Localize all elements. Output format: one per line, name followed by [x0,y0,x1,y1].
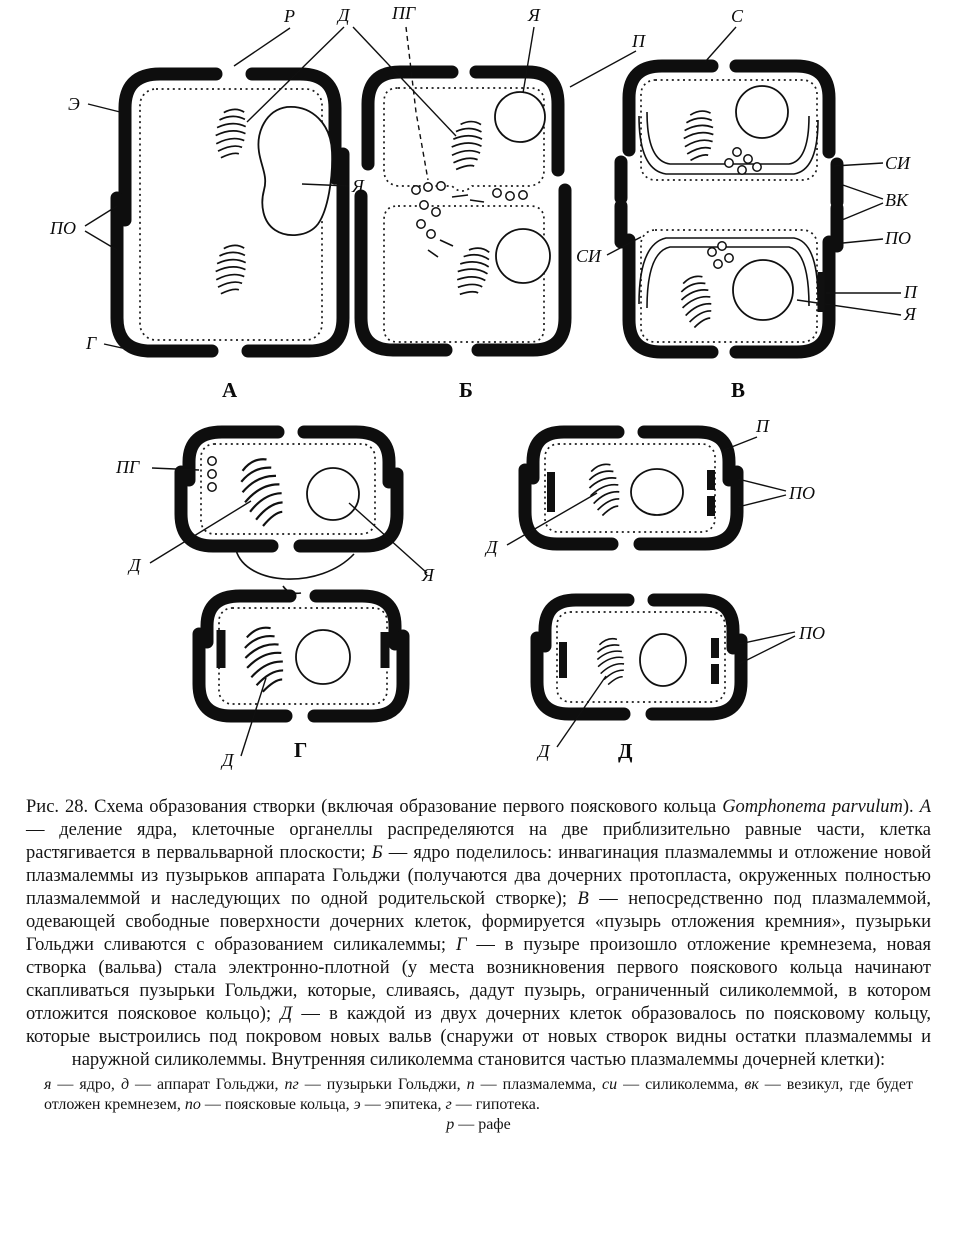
label-nucleus-right: Я [904,304,916,324]
label-nucleus-a: Я [352,176,364,196]
label-girdle-right: ПО [885,228,911,248]
legend-abbr-po: по [184,1096,201,1113]
legend-abbr-e: э [353,1096,361,1113]
legend-abbr-ya: я [44,1076,52,1093]
cell-d-top-golgi [586,463,622,517]
label-silicalemma-mid: СИ [576,246,602,266]
caption-text [26,796,931,1072]
cell-b [361,72,565,350]
caption-legend [44,1075,913,1115]
cell-d-top-nucleus [631,469,683,515]
legend-abbr-vk: вк [744,1076,759,1093]
caption-intro: Схема образования створки (включая образование первого пояскового кольца [94,797,717,817]
caption-panel-ref-v: В [577,889,589,909]
legend-abbr-d: д [120,1076,130,1093]
caption-intro-close: ). [902,797,914,817]
cell-g-top [181,432,397,546]
cell-d-top-plasmalemma [545,444,715,532]
legend-desc-r: — рафе [454,1116,511,1133]
legend-abbr-si: си [601,1076,618,1093]
cell-v-nucleus-bottom [733,260,793,320]
cell-v-theca [621,66,837,352]
legend-desc-si: — силиколемма, [617,1076,745,1093]
cell-d-bottom-nucleus [640,634,686,686]
legend-abbr-pg: пг [284,1076,299,1093]
legend-abbr-g: г [445,1096,452,1113]
caption-panel-ref-b: Б [371,843,383,863]
cell-g-bottom [199,596,403,716]
cell-a-nucleus [258,107,332,235]
panel-letter-g: Г [294,738,308,762]
cell-b-golgi-top [447,118,486,173]
cell-g-bottom-nucleus [296,630,350,684]
legend-desc-ya: — ядро, [51,1076,121,1093]
legend-desc-d: — аппарат Гольджи, [129,1076,285,1093]
cell-g-top-nucleus [307,468,359,520]
panel-letter-v: В [731,378,746,402]
legend-abbr-p: п [466,1076,475,1093]
legend-desc-e: — эпитека, [360,1096,446,1113]
caption-panel-ref-d: Д [280,1004,293,1024]
panel-letter-a: А [222,378,238,402]
label-nucleus-g: Я [422,565,434,585]
cell-d-top [525,432,737,544]
cell-d-bottom [537,600,741,714]
label-golgi-d-bottom: Д [538,741,550,761]
label-golgi-vesicles: ПГ [392,3,416,23]
label-golgi-vesicles-g: ПГ [116,457,140,477]
plasmalemma-remnants-g [236,550,354,593]
label-nucleus-top: Я [528,5,540,25]
cell-v-vesicles-bottom [708,242,733,268]
caption-legend-raphe [26,1115,931,1135]
label-silicalemma-right: СИ [885,153,911,173]
label-raphe: Р [284,6,295,26]
cell-a [117,74,343,351]
caption-part-g: — в пузыре произошло отложение кремнезема, новая створка (вальва) стала электронно-плотной (у места возникновения первого пояскового кольца начинают скапливаться пузырьки Гольджи, которые, сливаясь, дадут пузырь, ограниченный силиколеммой, в котором отложится поясковое кольцо); [26,935,931,1024]
cell-b-nucleus-top [495,92,545,142]
figure-number: Рис. 28. [26,797,89,817]
caption-panel-ref-g: Г [455,935,467,955]
legend-desc-po: — поясковые кольца, [200,1096,354,1113]
figure-caption [0,790,957,1135]
caption-part-d: — в каждой из двух дочерних клеток образовалось по поясковому кольцу, которые выстроились под покровом новых вальв (снаружи от новых створок видны остатки плазмалеммы и наружной силиколеммы. Внутренняя силиколемма становится частью плазмалеммы дочерней клетки): [26,1004,931,1070]
label-hypotheca: Г [86,333,97,353]
legend-desc-pg: — пузырьки Гольджи, [298,1076,467,1093]
cell-v [621,66,837,352]
cell-v-nucleus-top [736,86,788,138]
label-golgi-top: Д [338,5,350,25]
panel-letter-d: Д [618,739,633,763]
panel-letter-b: Б [459,378,473,402]
cell-v-golgi-top [682,109,716,162]
label-girdle-left: ПО [50,218,76,238]
cell-a-golgi-upper [212,107,249,162]
label-plasmalemma-right: П [904,282,917,302]
legend-desc-g: — гипотека. [451,1096,540,1113]
cell-v-vesicles-top [725,148,761,174]
cell-d-bottom-theca [537,600,741,714]
cell-a-golgi-lower [212,243,249,298]
cell-g-top-golgi [236,456,288,529]
label-s-top: С [731,6,744,26]
label-golgi-d-top: Д [486,537,498,557]
cell-g-top-golgi-vesicles [208,457,216,491]
label-plasmalemma-d: П [756,416,769,436]
label-vesicle-right: ВК [885,190,908,210]
species-name: Gomphonema parvulum [722,797,903,817]
legend-desc-p: — плазмалемма, [474,1076,602,1093]
label-girdle-d-top: ПО [789,483,815,503]
cell-v-golgi-bottom [678,275,714,329]
cell-b-golgi-bottom [451,244,494,301]
legend-desc-vk: — везикул, где будет отложен кремнезем, [44,1076,914,1113]
label-epitheca: Э [68,94,80,114]
caption-part-b: — ядро поделилось: инвагинация плазмалеммы и отложение новой плазмалеммы из пузырьков аппарата Гольджи (получаются два дочерних протопласта, окруженных полностью плазмалеммой и наследующих по одной родительской створке); [26,843,931,909]
caption-part-a: — деление ядра, клеточные органеллы распределяются на две приблизительно равные части, клетка растягивается в первальварной плоскости; [26,820,931,863]
label-girdle-d-bottom: ПО [799,623,825,643]
label-golgi-g-bottom: Д [222,750,234,770]
label-golgi-g-top: Д [129,555,141,575]
cell-b-golgi-vesicles [412,182,527,238]
caption-panel-ref-a: А [919,797,931,817]
cell-b-nucleus-bottom [496,229,550,283]
caption-part-v: — непосредственно под плазмалеммой, одевающей свободные поверхности дочерних клеток, формируется «пузырь отложения кремния», пузырьки Гольджи сливаются с образованием силикалеммы; [26,889,931,955]
legend-abbr-r: р [446,1116,455,1133]
label-plasmalemma-top: П [632,31,645,51]
cell-d-bottom-golgi [595,638,626,686]
